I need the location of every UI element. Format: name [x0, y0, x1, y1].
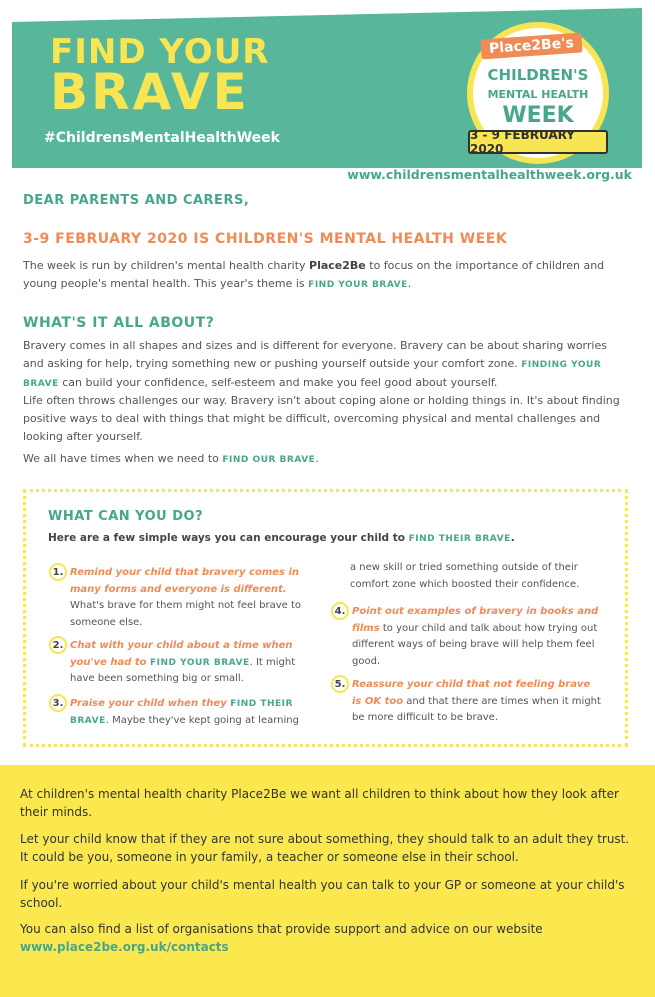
website-link[interactable]: www.childrensmentalhealthweek.org.uk — [347, 167, 632, 182]
logo-line1: CHILDREN'S — [487, 66, 589, 84]
tip-4: Point out examples of bravery in books and films to your child and talk about how trying out different ways of being brave will help them feel good. — [352, 606, 599, 667]
contacts-link[interactable]: www.place2be.org.uk/contacts — [20, 939, 229, 954]
footer-paragraph-4: You can also find a list of organisations that provide support and advice on our website www.place2be.org.uk/contacts — [20, 922, 543, 954]
tip-1: Remind your child that bravery comes in many forms and everyone is different. What's brave for them might not feel brave to someone else. — [70, 567, 302, 628]
footer-paragraph-3: If you're worried about your child's mental health you can talk to your GP or someone at your child's school. — [20, 878, 625, 910]
tip-3: Praise your child when they FIND THEIR BRAVE. Maybe they've kept going at learning — [70, 698, 299, 726]
about-paragraph-2: Life often throws challenges our way. Bravery isn't about coping alone or holding things in. It's about finding positive ways to deal with things that might be difficult, overcoming physical and mental challenges and looking after yourself. — [23, 394, 620, 443]
intro-paragraph: The week is run by children's mental health charity Place2Be to focus on the importance of children and young people's mental health. This year's theme is FIND YOUR BRAVE. — [23, 259, 605, 290]
campaign-title-line2: BRAVE — [50, 63, 250, 121]
tip-number-1: 1. — [49, 563, 67, 581]
logo-line3: WEEK — [502, 103, 574, 128]
logo-brand: Place2Be's — [480, 33, 582, 60]
greeting: DEAR PARENTS AND CARERS, — [23, 193, 250, 208]
page-headline: 3-9 FEBRUARY 2020 IS CHILDREN'S MENTAL HEALTH WEEK — [23, 231, 508, 247]
tip-2: Chat with your child about a time when you've had to FIND YOUR BRAVE. It might have been something big or small. — [70, 640, 296, 684]
tip-5: Reassure your child that not feeling brave is OK too and that there are times when it might be more difficult to be brave. — [352, 679, 601, 723]
logo-line2: MENTAL HEALTH — [487, 88, 589, 101]
footer-paragraph-1: At children's mental health charity Place2Be we want all children to think about how they look after their minds. — [20, 787, 619, 819]
tips-intro: Here are a few simple ways you can encourage your child to FIND THEIR BRAVE. — [48, 532, 515, 544]
tip-3-continued: a new skill or tried something outside of their comfort zone which boosted their confidence. — [350, 562, 580, 590]
campaign-title-line1: FIND YOUR — [50, 32, 270, 72]
logo-dates: 3 - 9 FEBRUARY 2020 — [468, 130, 608, 154]
tip-number-4: 4. — [331, 602, 349, 620]
section-title-about: WHAT'S IT ALL ABOUT? — [23, 315, 215, 331]
hashtag: #ChildrensMentalHealthWeek — [44, 130, 280, 146]
footer-paragraph-2: Let your child know that if they are not sure about something, they should talk to an adult they trust. It could be you, someone in your family, a teacher or someone else in their school. — [20, 832, 630, 864]
about-paragraph-1: Bravery comes in all shapes and sizes and is different for everyone. Bravery can be about sharing worries and asking for help, trying something new or pushing yourself outside your comfort zone. FINDING YOUR BRAVE can build your confidence, self-esteem and make you feel good about yourself. — [23, 339, 607, 389]
tip-number-3: 3. — [49, 694, 67, 712]
logo-text — [468, 66, 608, 128]
tip-number-2: 2. — [49, 636, 67, 654]
section-title-todo: WHAT CAN YOU DO? — [48, 509, 204, 524]
tip-number-5: 5. — [331, 675, 349, 693]
about-paragraph-3: We all have times when we need to FIND OUR BRAVE. — [23, 452, 319, 465]
campaign-title — [50, 32, 270, 121]
